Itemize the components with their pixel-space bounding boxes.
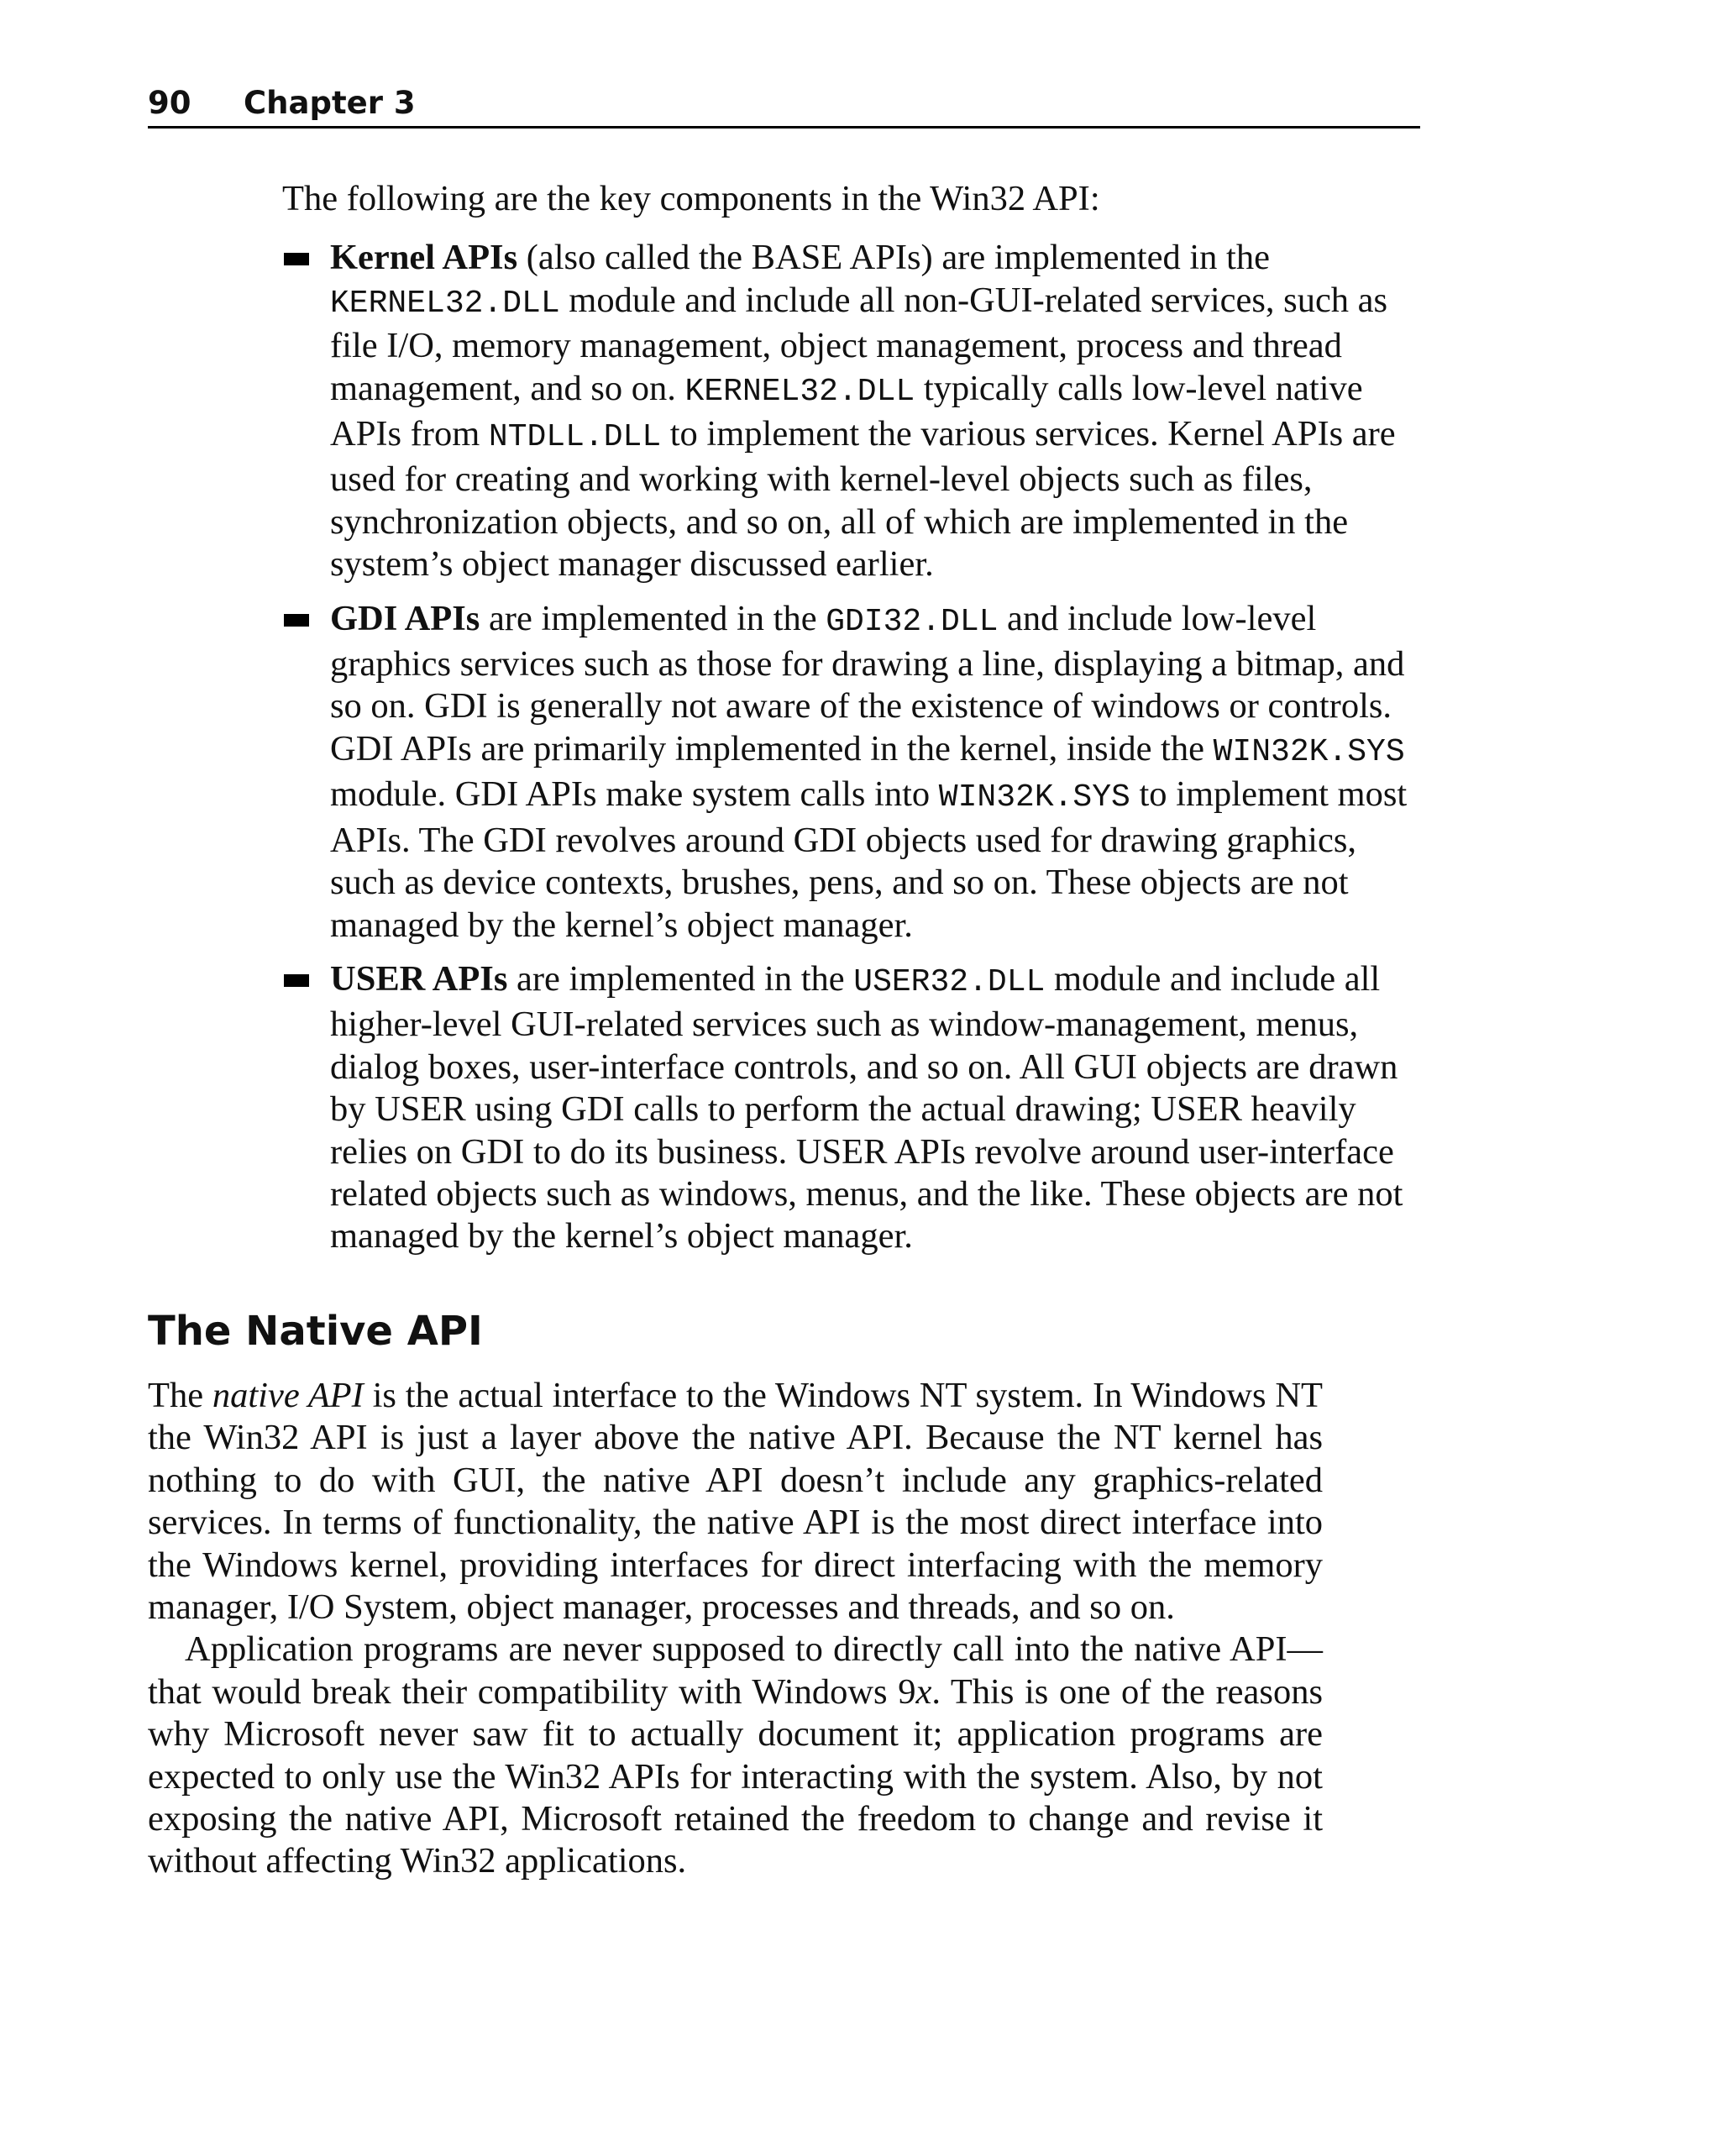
list-item-term: Kernel APIs bbox=[330, 238, 518, 278]
list-item-text: module and include all higher-level GUI-related services such as window-management, menus, dialog boxes, user-interface controls, and so on. All GUI objects are drawn by USER using GDI calls to perform the actual drawing; USER heavily relies on GDI to do its business. USER APIs revolve around user-interface related objects such as windows, menus, and the like. These objects are not managed by the kernel’s object manager. bbox=[330, 958, 1403, 1256]
list-item-text: module and include all non-GUI-related services, such as file I/O, memory management, object management, process and thread management, and so on. bbox=[330, 280, 1388, 408]
bullet-marker-icon bbox=[284, 253, 309, 265]
list-item-text: are implemented in the bbox=[507, 958, 854, 999]
list-item bbox=[245, 598, 1420, 947]
intro-paragraph: The following are the key components in the Win32 API: bbox=[282, 179, 1100, 218]
list-item-text: are implemented in the bbox=[480, 598, 826, 638]
list-item-text: module. GDI APIs make system calls into bbox=[330, 774, 939, 815]
list-item-text: (also called the BASE APIs) are implemented in the bbox=[517, 238, 1270, 278]
chapter-title: Chapter 3 bbox=[244, 85, 416, 121]
code-term: KERNEL32.DLL bbox=[330, 285, 560, 322]
api-component-list bbox=[245, 237, 1420, 1257]
list-item-text: to implement the various services. Kernel APIs are used for creating and working with kernel-level objects such as files, synchronization objects, and so on, all of which are implemented in the system’s object manager discussed earlier. bbox=[330, 414, 1396, 585]
running-head bbox=[148, 82, 1420, 129]
page-content bbox=[245, 178, 1420, 1270]
list-item bbox=[245, 237, 1420, 585]
code-term: GDI32.DLL bbox=[826, 603, 999, 640]
list-item bbox=[245, 958, 1420, 1258]
page-number: 90 bbox=[148, 85, 191, 121]
section-native-api bbox=[148, 1306, 1323, 1883]
bullet-marker-icon bbox=[284, 974, 309, 987]
list-item-text: typically calls low-level native APIs from bbox=[330, 368, 1363, 454]
code-term: WIN32K.SYS bbox=[1213, 733, 1405, 770]
list-item-text: to implement most APIs. The GDI revolves around GDI objects used for drawing graphics, such as device contexts, brushes, pens, and so on. These objects are not managed by the kernel’s object manager. bbox=[330, 774, 1408, 945]
code-term: WIN32K.SYS bbox=[938, 779, 1130, 816]
section-heading: The Native API bbox=[148, 1308, 483, 1355]
emphasis-term: native API bbox=[212, 1376, 364, 1415]
list-item-term: GDI APIs bbox=[330, 598, 480, 638]
body-paragraph: Application programs are never supposed to directly call into the native API—that would break their compatibility with Windows 9x. This is one of the reasons why Microsoft never saw fit to actually document it; application programs are expected to only use the Win32 APIs for interacting with the system. Also, by not exposing the native API, Microsoft retained the freedom to change and revise it without affecting Win32 applications. bbox=[148, 1629, 1323, 1881]
code-term: NTDLL.DLL bbox=[488, 419, 662, 456]
code-term: USER32.DLL bbox=[853, 963, 1046, 1000]
emphasis-term: x bbox=[915, 1671, 932, 1712]
list-item-text: and include low-level graphics services such as those for drawing a line, displaying a bitmap, and so on. GDI is generally not aware of the existence of windows or controls. GDI APIs are primarily implemented in the kernel, inside the bbox=[330, 598, 1405, 769]
list-item-term: USER APIs bbox=[330, 958, 508, 999]
code-term: KERNEL32.DLL bbox=[684, 373, 915, 410]
bullet-marker-icon bbox=[284, 614, 309, 627]
body-paragraph: The native API is the actual interface to the Windows NT system. In Windows NT the Win32 API is just a layer above the native API. Because the NT kernel has nothing to do with GUI, the native API doesn’t include any graphics-related services. In terms of functionality, the native API is the most direct interface into the Windows kernel, providing interfaces for direct interfacing with the memory manager, I/O System, object manager, processes and threads, and so on. bbox=[148, 1376, 1323, 1628]
